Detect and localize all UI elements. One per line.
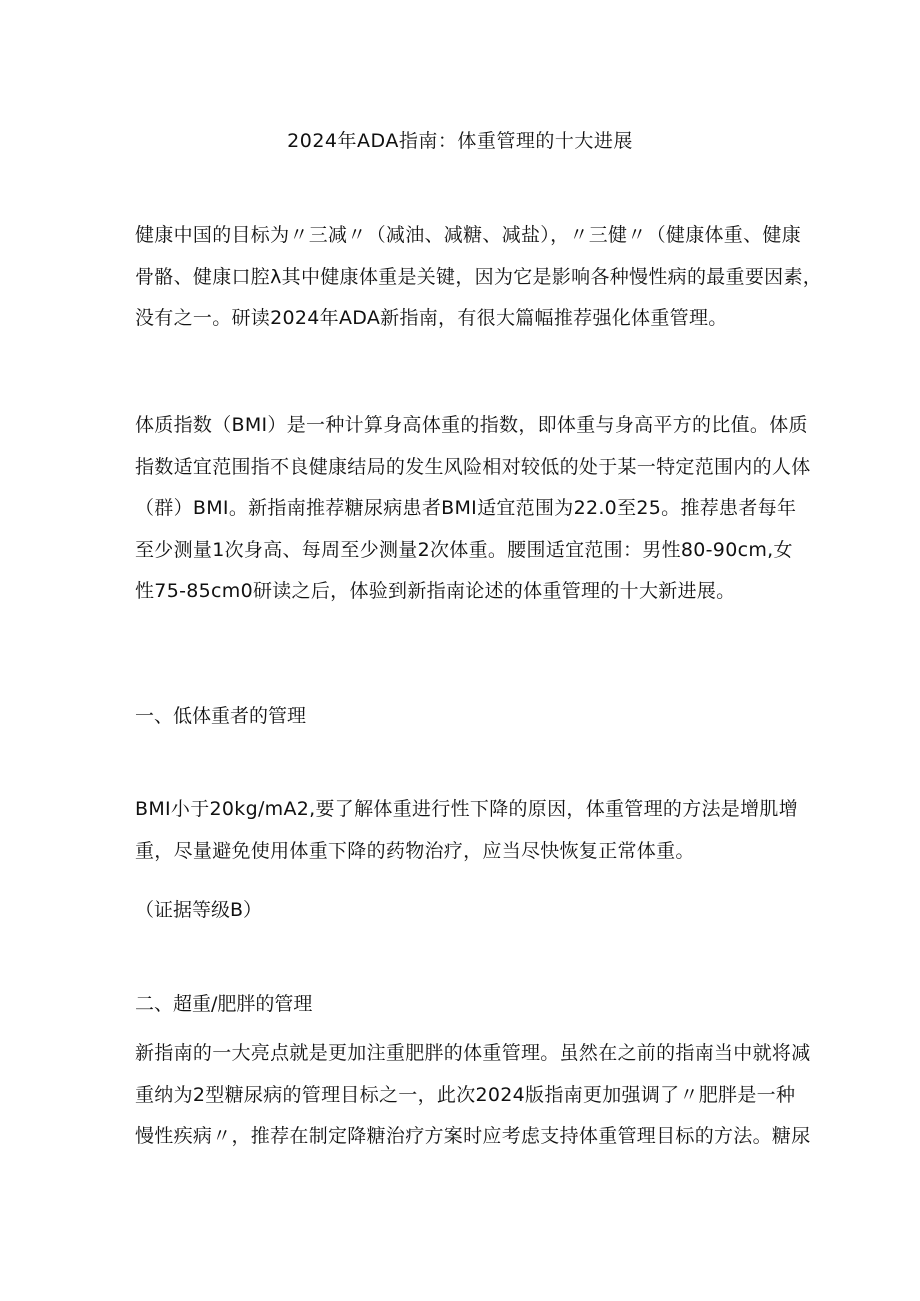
section2-heading: 二、超重/肥胖的管理 xyxy=(135,993,313,1015)
bmi-line: （群）BMI。新指南推荐糖尿病患者BMI适宜范围为22.0至25。推荐患者每年 xyxy=(135,497,797,519)
intro-line: 健康中国的目标为〃三减〃（减油、减糖、减盐），〃三健〃（健康体重、健康 xyxy=(135,224,802,246)
section2-line: 新指南的一大亮点就是更加注重肥胖的体重管理。虽然在之前的指南当中就将减 xyxy=(135,1042,811,1064)
bmi-paragraph xyxy=(135,405,811,613)
section2-body xyxy=(135,1033,811,1158)
bmi-line: 指数适宜范围指不良健康结局的发生风险相对较低的处于某一特定范围内的人体 xyxy=(135,455,811,478)
bmi-line: 性75-85cm0研读之后，体验到新指南论述的体重管理的十大新进展。 xyxy=(135,580,736,602)
intro-line: 骨骼、健康口腔λ其中健康体重是关键，因为它是影响各种慢性病的最重要因素， xyxy=(135,265,823,288)
section1-body xyxy=(135,789,799,872)
section2-line: 重纳为2型糖尿病的管理目标之一，此次2024版指南更加强调了〃肥胖是一种 xyxy=(135,1083,796,1106)
section1-line: 重，尽量避免使用体重下降的药物治疗，应当尽快恢复正常体重。 xyxy=(135,839,695,862)
section1-heading: 一、低体重者的管理 xyxy=(135,705,307,727)
section1-line: BMI小于20kg∕mA2,要了解体重进行性下降的原因，体重管理的方法是增肌增 xyxy=(135,798,799,820)
document-title: 2024年ADA指南：体重管理的十大进展 xyxy=(287,130,633,152)
section1-evidence: （证据等级B） xyxy=(135,899,263,921)
bmi-line: 至少测量1次身高、每周至少测量2次体重。腰围适宜范围：男性80-90cm,女 xyxy=(135,538,793,561)
intro-line: 没有之一。研读2024年ADA新指南，有很大篇幅推荐强化体重管理。 xyxy=(135,307,728,329)
bmi-line: 体质指数（BMI）是一种计算身高体重的指数，即体重与身高平方的比值。体质 xyxy=(135,414,808,436)
intro-paragraph xyxy=(135,215,823,340)
section2-line: 慢性疾病〃，推荐在制定降糖治疗方案时应考虑支持体重管理目标的方法。糖尿 xyxy=(135,1125,811,1147)
